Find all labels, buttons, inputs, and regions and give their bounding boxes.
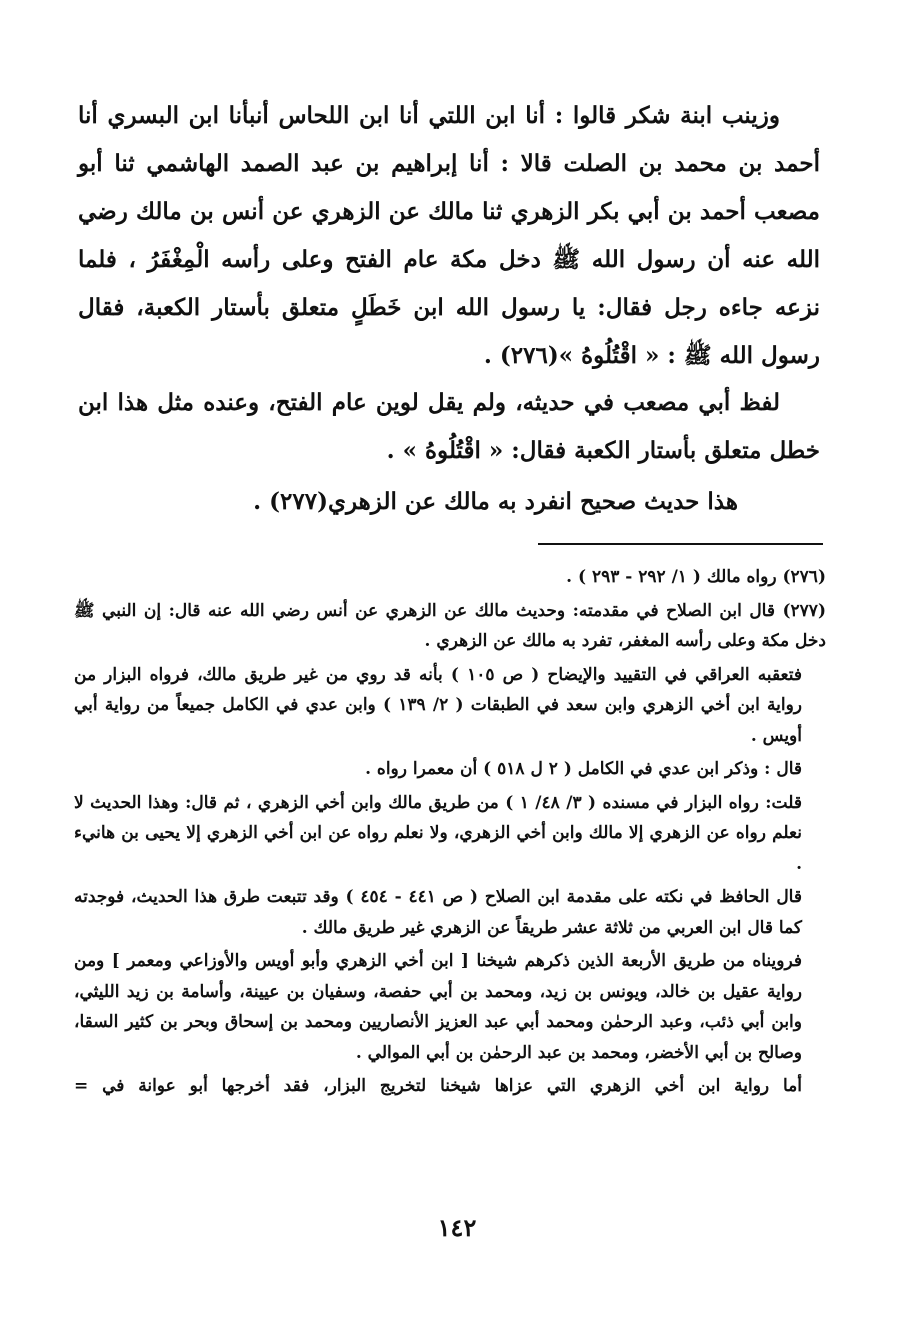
main-paragraph-2: لفظ أبي مصعب في حديثه، ولم يقل لوين عام الفتح، وعنده مثل هذا ابن خطل متعلق بأستار الكعبة فقال: « اقْتُلُوهُ » .: [78, 389, 820, 464]
footnote-277-hafiz: قال الحافظ في نكته على مقدمة ابن الصلاح ( ص ٤٤١ - ٤٥٤ ) وقد تتبعت طرق هذا الحديث، فوجدته كما قال ابن العربي من ثلاثة عشر طريقاً عن الزهري غير طريق مالك .: [74, 887, 802, 938]
footnote-277-continued: أما رواية ابن أخي الزهري التي عزاها شيخنا لتخريج البزار، فقد أخرجها أبو عوانة في =: [74, 1076, 802, 1096]
page-number: ١٤٢: [437, 1213, 477, 1242]
main-paragraph-1: وزينب ابنة شكر قالوا : أنا ابن اللتي أنا ابن اللحاس أنبأنا ابن البسري أنا أحمد بن محمد بن الصلت قالا : أنا إبراهيم بن عبد الصمد الهاشمي ثنا أبو مصعب أحمد بن أبي بكر الزهري ثنا مالك عن الزهري عن أنس بن مالك رضي الله عنه أن رسول الله ﷺ دخل مكة عام الفتح وعلى رأسه الْمِغْفَرُ ، فلما نزعه جاءه رجل فقال: يا رسول الله ابن خَطَلٍ متعلق بأستار الكعبة، فقال رسول الله ﷺ : « اقْتُلُوهُ »(٢٧٦) .: [78, 102, 820, 369]
footnote-276: (٢٧٦) رواه مالك ( ١/ ٢٩٢ - ٢٩٣ ) .: [566, 567, 826, 587]
footnote-277: (٢٧٧) قال ابن الصلاح في مقدمته: وحديث مالك عن الزهري عن أنس رضي الله عنه قال: إن النبي ﷺ دخل مكة وعلى رأسه المغفر، تفرد به مالك عن الزهري .: [74, 600, 826, 651]
footnote-277-bazzar: قلت: رواه البزار في مسنده ( ٣/ ٤٨/ ١ ) من طريق مالك وابن أخي الزهري ، ثم قال: وهذا الحديث لا نعلم رواه عن الزهري إلا مالك وابن أخي الزهري، ولا نعلم رواه عن ابن أخي الزهري إلا يحيى بن هانيء .: [74, 792, 802, 874]
footnote-277-iraqi: فتعقبه العراقي في التقييد والإيضاح ( ص ١٠٥ ) بأنه قد روي من غير طريق مالك، فرواه البزار من رواية ابن أخي الزهري وابن سعد في الطبقات ( ٢/ ١٣٩ ) وابن عدي في الكامل جميعاً من رواية أبي أويس .: [74, 664, 802, 746]
footnote-277-routes: فرويناه من طريق الأربعة الذين ذكرهم شيخنا [ ابن أخي الزهري وأبو أويس والأوزاعي ومعمر ] ومن رواية عقيل بن خالد، ويونس بن زيد، ومحمد بن أبي حفصة، وسفيان بن عيينة، وأسامة بن زيد الليثي، وابن أبي ذئب، وعبد الرحمٰن ومحمد أبي عبد العزيز الأنصاريين ومحمد بن إسحاق وبحر بن كثير السقا، وصالح بن أبي الأخضر، ومحمد بن عبد الرحمٰن بن أبي الموالي .: [74, 951, 802, 1063]
main-paragraph-3: هذا حديث صحيح انفرد به مالك عن الزهري(٢٧٧) .: [253, 488, 738, 515]
footnote-divider: [538, 543, 823, 545]
footnote-277-ibn-adi: قال : وذكر ابن عدي في الكامل ( ٢ ل ٥١٨ ) أن معمرا رواه .: [365, 759, 802, 779]
footnotes-section: [74, 562, 826, 1105]
